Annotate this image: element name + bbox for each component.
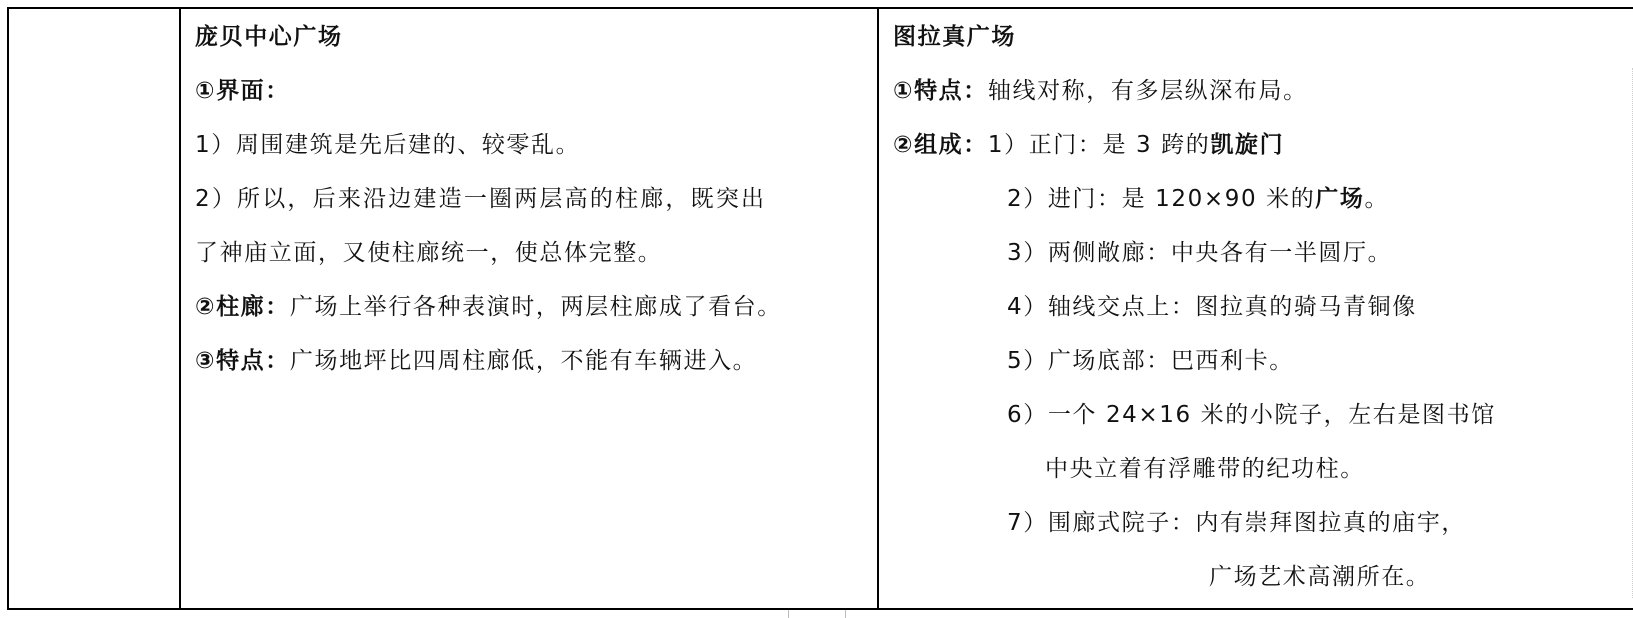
trajan-feature [893,76,1308,106]
pompeii-colonnade [195,292,782,322]
trajan-item-4: 4）轴线交点上：图拉真的骑马青铜像 [1007,294,1417,320]
pompeii-feature-text: 广场地坪比四周柱廊低，不能有车辆进入。 [289,348,758,374]
trajan-item-6b: 中央立着有浮雕带的纪功柱。 [1045,456,1365,482]
pompeii-title: 庞贝中心广场 [195,24,343,50]
trajan-item-1-prefix: 1）正门：是 3 跨的 [987,132,1211,158]
trajan-title: 图拉真广场 [893,24,1016,50]
trajan-composition [893,130,1284,160]
trajan-feature-label: ①特点： [893,78,988,104]
trajan-item-3: 3）两侧敞廊：中央各有一半圆厅。 [1007,240,1393,266]
pompeii-point-2a: 2）所以，后来沿边建造一圈两层高的柱廊，既突出 [195,186,767,212]
trajan-item-7a: 7）围廊式院子：内有崇拜图拉真的庙宇， [1007,510,1467,536]
trajan-item-1-bold: 凯旋门 [1210,132,1285,158]
pompeii-point-1: 1）周围建筑是先后建的、较零乱。 [195,132,581,158]
trajan-item-2-bold: 广场 [1315,186,1365,212]
page-break-marker [788,610,846,618]
pompeii-point-2b: 了神庙立面，又使柱廊统一，使总体完整。 [195,240,663,266]
trajan-item-2-prefix: 2）进门：是 120×90 米的 [1007,186,1316,212]
table-cell-pompeii [181,9,877,608]
comparison-table [7,7,1633,610]
table-cell-trajan [879,9,1633,608]
pompeii-colonnade-label: ②柱廊： [195,294,290,320]
pompeii-colonnade-text: 广场上举行各种表演时，两层柱廊成了看台。 [289,294,782,320]
page-edge-marker [1623,68,1633,598]
table-cell-empty [9,9,179,608]
trajan-item-2 [1007,184,1389,214]
trajan-feature-text: 轴线对称，有多层纵深布局。 [987,78,1308,104]
pompeii-feature [195,346,757,376]
pompeii-interface-label: ①界面： [195,78,290,104]
trajan-item-2-suffix: 。 [1364,186,1390,212]
trajan-item-7b: 广场艺术高潮所在。 [1209,564,1431,590]
pompeii-feature-label: ③特点： [195,348,290,374]
trajan-item-6a: 6）一个 24×16 米的小院子，左右是图书馆 [1007,402,1496,428]
trajan-item-5: 5）广场底部：巴西利卡。 [1007,348,1294,374]
trajan-composition-label: ②组成： [893,132,988,158]
